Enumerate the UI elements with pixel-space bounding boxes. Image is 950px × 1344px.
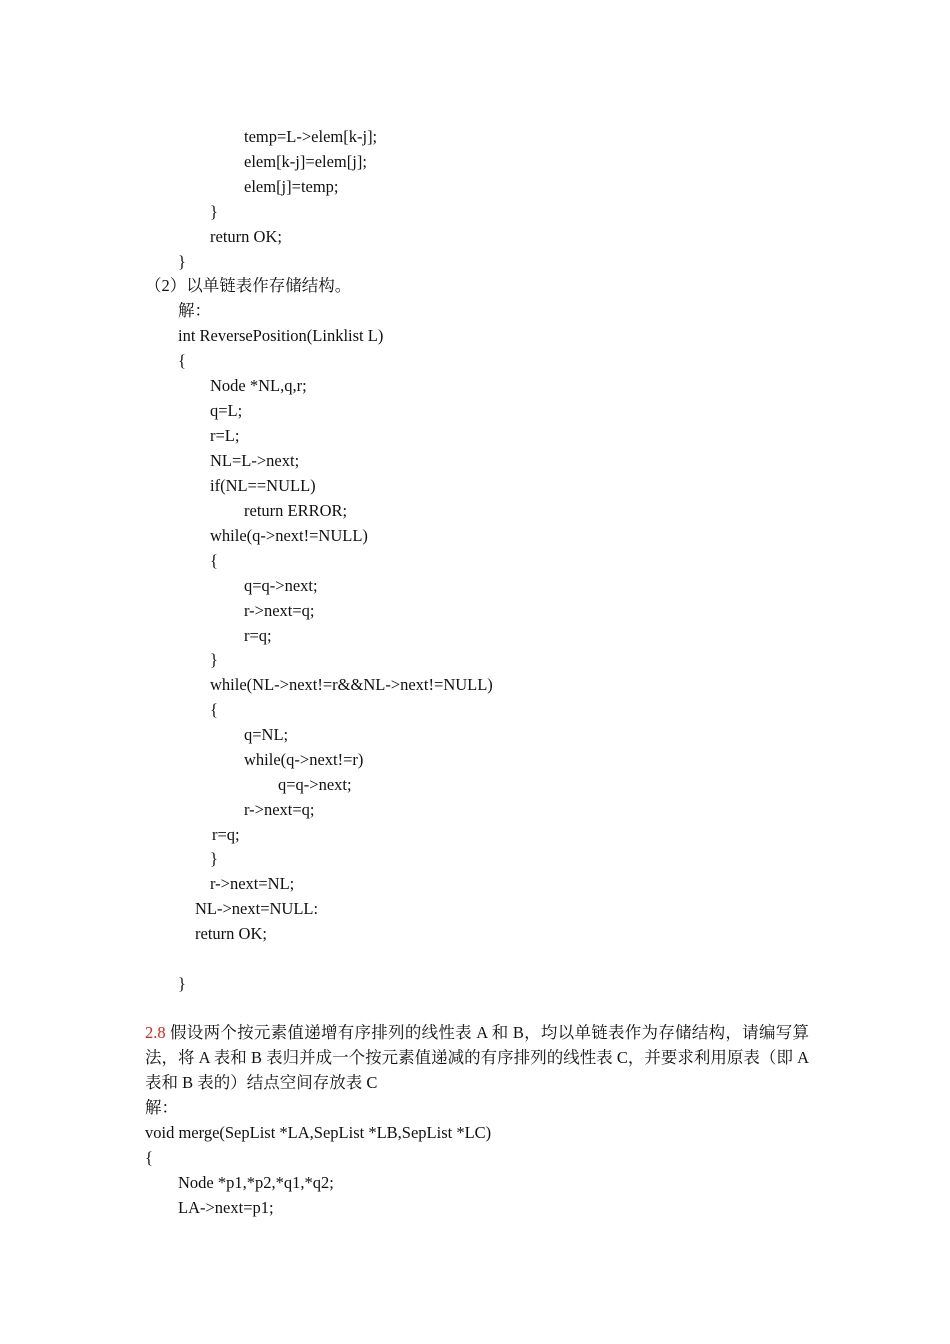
- code-line: elem[j]=temp;: [244, 177, 339, 196]
- code-line: NL->next=NULL:: [195, 899, 319, 918]
- problem-statement: [145, 1020, 809, 1095]
- code-line: }: [210, 202, 218, 221]
- code-line: }: [210, 650, 218, 669]
- code-line: r=L;: [210, 426, 240, 445]
- code-line: q=L;: [210, 401, 243, 420]
- code-line: }: [178, 974, 186, 993]
- code-line: {: [210, 551, 218, 570]
- code-line: Node *NL,q,r;: [210, 376, 307, 395]
- code-line: r->next=NL;: [210, 874, 295, 893]
- code-line: return OK;: [210, 227, 282, 246]
- code-line: void merge(SepList *LA,SepList *LB,SepList *LC): [145, 1123, 492, 1142]
- code-line: if(NL==NULL): [210, 476, 316, 495]
- code-line: NL=L->next;: [210, 451, 300, 470]
- code-line: r->next=q;: [244, 800, 315, 819]
- code-line: {: [145, 1148, 153, 1167]
- problem-text: 假设两个按元素值递增有序排列的线性表 A 和 B，均以单链表作为存储结构，请编写算法，将 A 表和 B 表归并成一个按元素值递减的有序排列的线性表 C，并要求利用原表（即 A 表和 B 表的）结点空间存放表 C: [145, 1023, 809, 1092]
- code-line: return OK;: [195, 924, 267, 943]
- code-line: r->next=q;: [244, 601, 315, 620]
- code-line: q=NL;: [244, 725, 289, 744]
- section-heading: （2）以单链表作存储结构。: [145, 276, 352, 295]
- answer-label: 解：: [178, 301, 211, 320]
- code-line: {: [210, 700, 218, 719]
- code-line: r=q;: [244, 626, 272, 645]
- code-line: elem[k-j]=elem[j];: [244, 152, 367, 171]
- code-line: return ERROR;: [244, 501, 348, 520]
- code-line: while(NL->next!=r&&NL->next!=NULL): [210, 675, 493, 694]
- code-line: r=q;: [212, 825, 240, 844]
- code-line: while(q->next!=r): [244, 750, 364, 769]
- code-line: temp=L->elem[k-j];: [244, 127, 378, 146]
- code-line: {: [178, 351, 186, 370]
- code-line: LA->next=p1;: [178, 1198, 274, 1217]
- problem-number: 2.8: [145, 1023, 166, 1042]
- code-line: }: [178, 252, 186, 271]
- code-line: }: [210, 849, 218, 868]
- answer-label: 解：: [145, 1098, 178, 1117]
- code-line: Node *p1,*p2,*q1,*q2;: [178, 1173, 334, 1192]
- code-line: q=q->next;: [278, 775, 352, 794]
- code-line: while(q->next!=NULL): [210, 526, 368, 545]
- code-line: q=q->next;: [244, 576, 318, 595]
- code-line: int ReversePosition(Linklist L): [178, 326, 384, 345]
